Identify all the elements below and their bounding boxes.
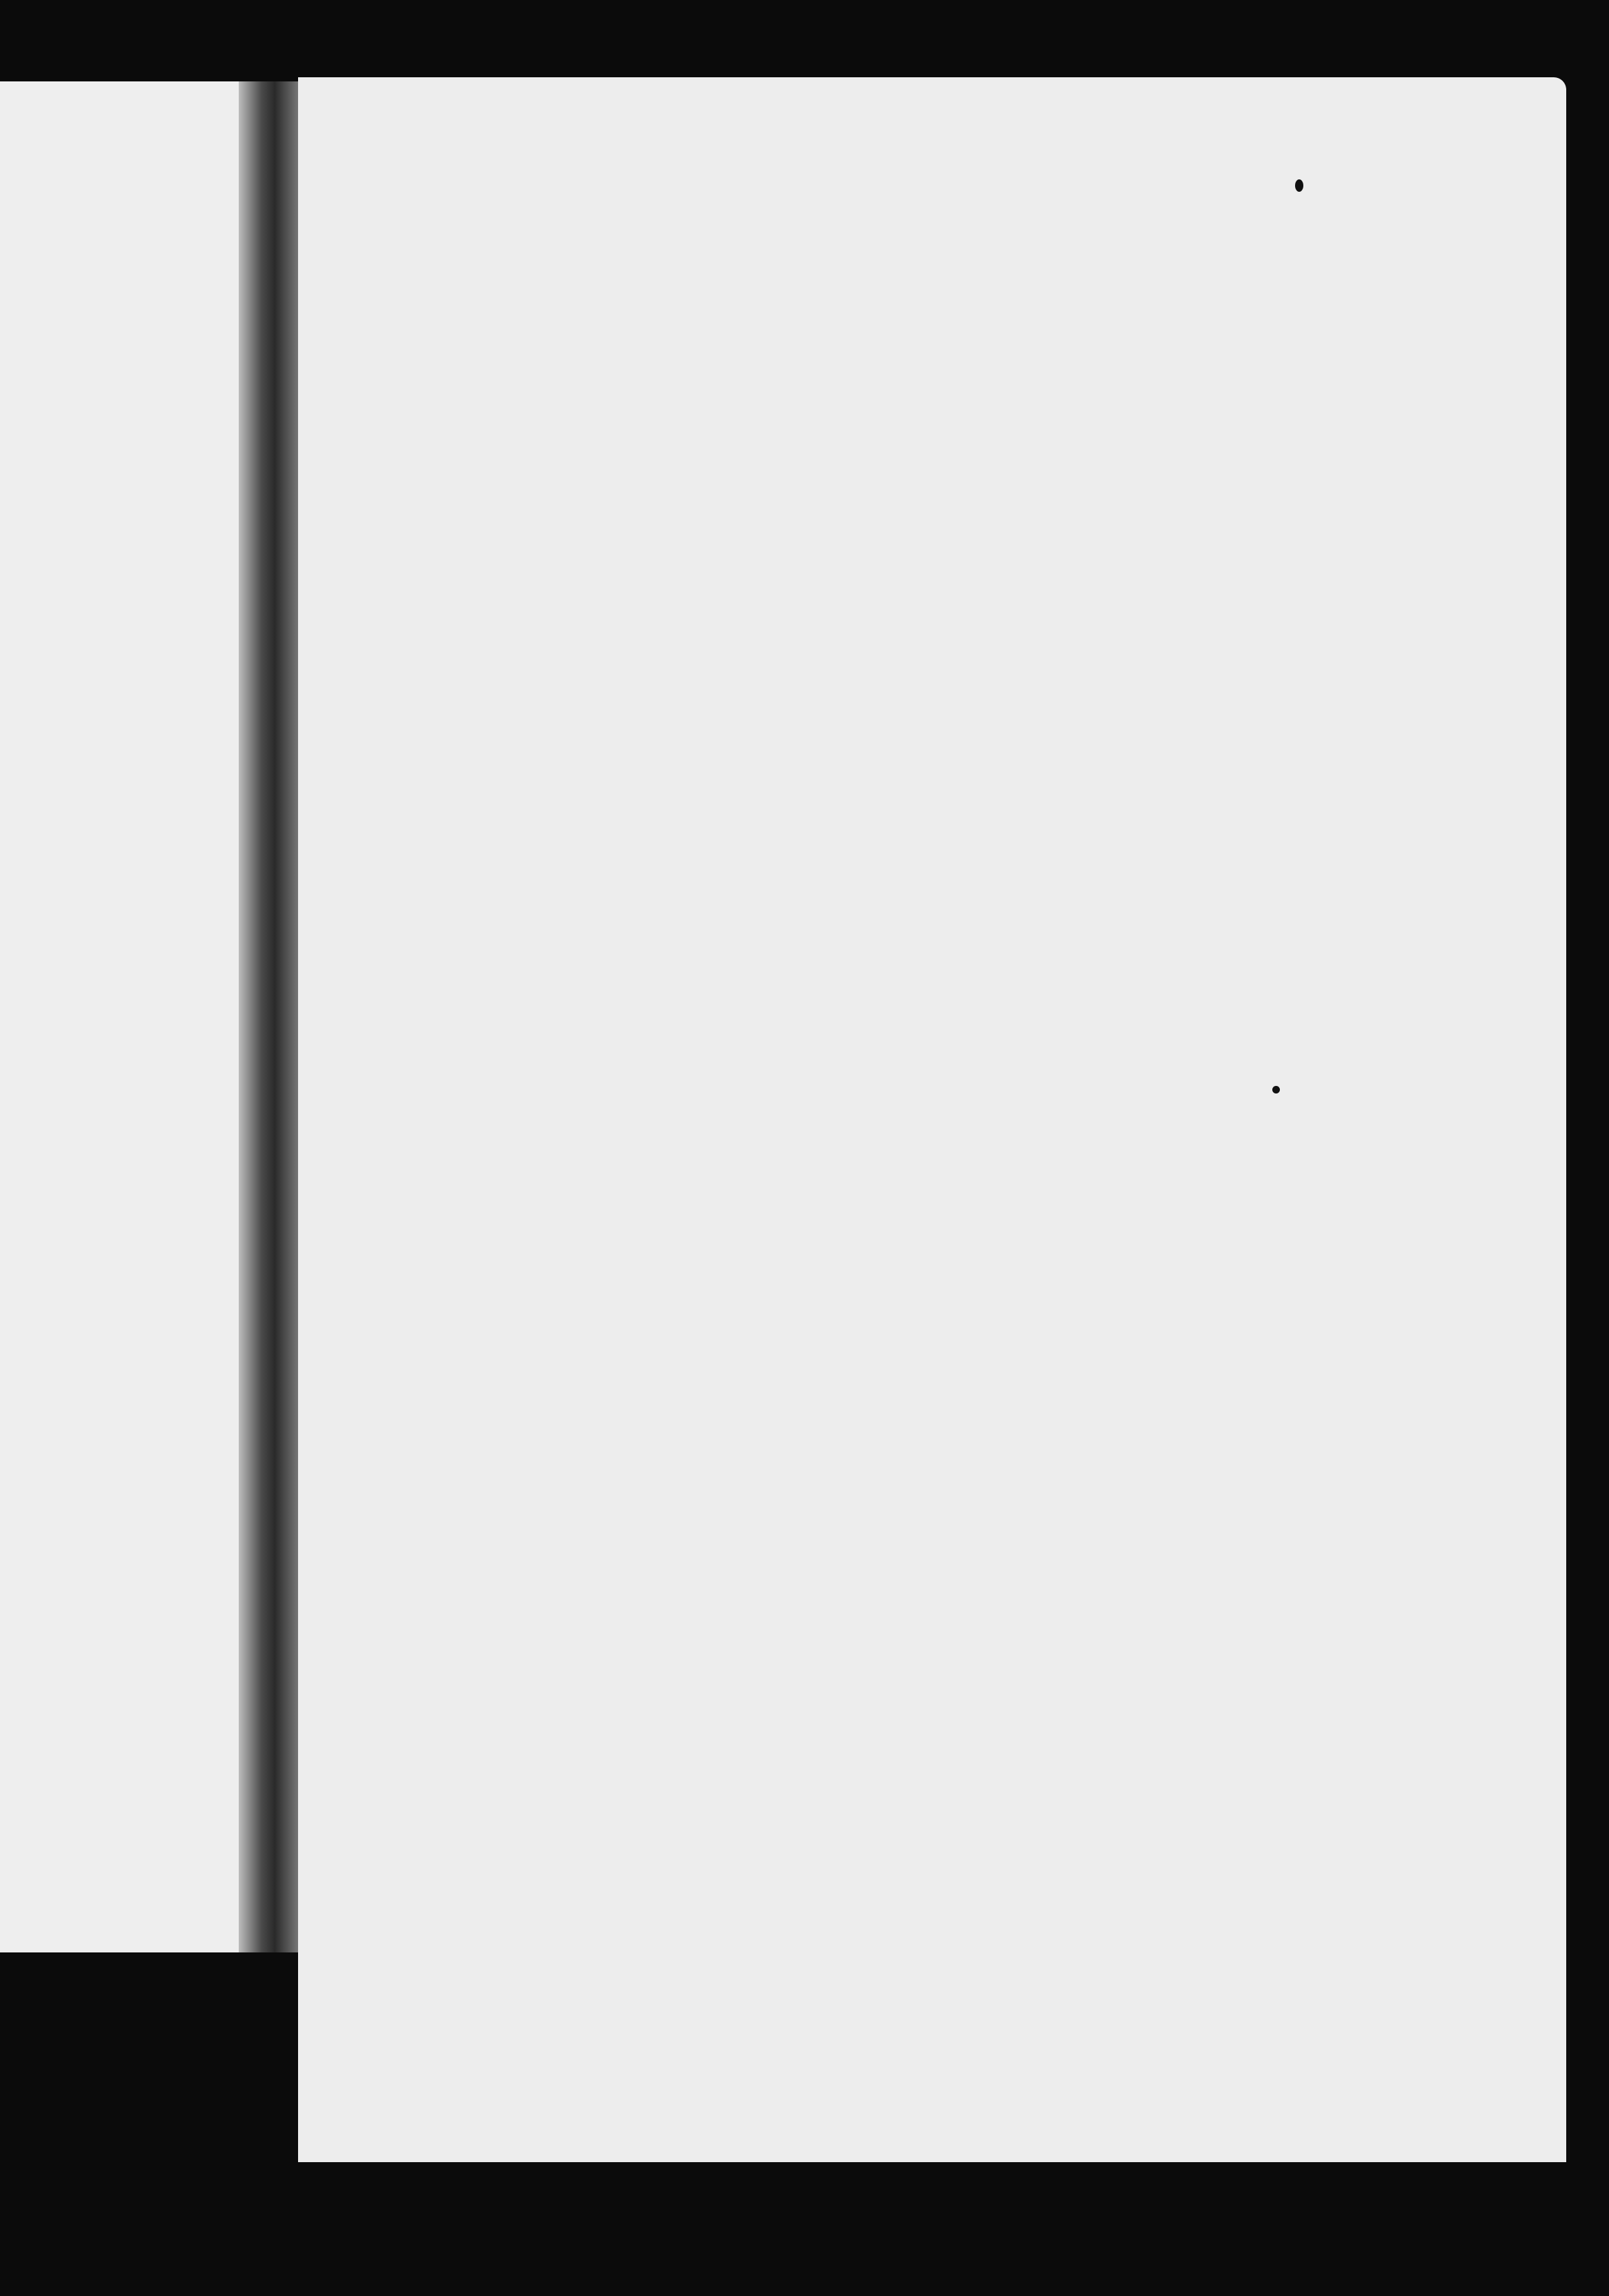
right-page [298, 77, 1566, 2162]
ink-speck [1295, 179, 1303, 192]
ink-speck [1272, 1086, 1280, 1093]
book-gutter [239, 81, 304, 1952]
